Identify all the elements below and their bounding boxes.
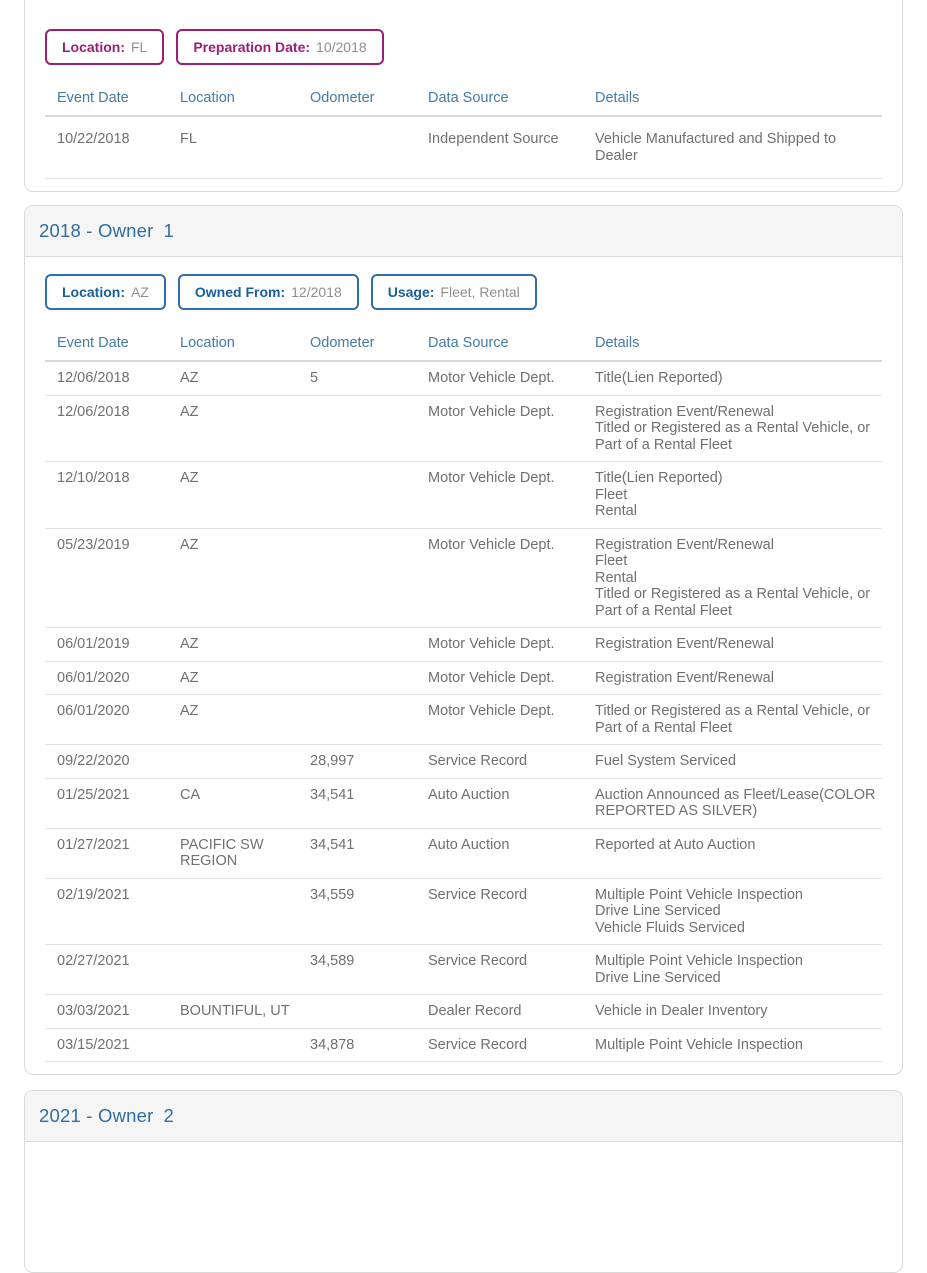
detail-line: Title(Lien Reported) [595, 470, 723, 486]
table-row [45, 695, 882, 745]
cell-odometer [310, 695, 428, 745]
owner1-history-table [45, 335, 882, 1062]
cell-odometer [310, 116, 428, 179]
badge-label: Preparation Date: [193, 39, 311, 55]
cell-location: AZ [180, 695, 310, 745]
cell-odometer: 28,997 [310, 745, 428, 779]
cell-details [595, 745, 882, 779]
cell-data-source: Motor Vehicle Dept. [428, 628, 595, 662]
cell-odometer: 5 [310, 361, 428, 395]
cell-location: FL [180, 116, 310, 179]
column-header-odometer: Odometer [310, 335, 428, 361]
cell-details [595, 695, 882, 745]
cell-location [180, 745, 310, 779]
cell-location: AZ [180, 462, 310, 529]
cell-data-source: Motor Vehicle Dept. [428, 695, 595, 745]
cell-odometer [310, 995, 428, 1029]
table-row [45, 116, 882, 179]
table-row [45, 528, 882, 628]
detail-line: Titled or Registered as a Rental Vehicle, or Part of a Rental Fleet [595, 703, 871, 736]
cell-event-date: 03/03/2021 [45, 995, 180, 1029]
owner2-number: 2 [163, 1105, 174, 1126]
cell-location [180, 878, 310, 945]
detail-line: Vehicle Manufactured and Shipped to Dealer [595, 131, 837, 164]
owner1-section-title [39, 220, 174, 242]
column-header-location: Location [180, 90, 310, 116]
cell-details [595, 1028, 882, 1062]
badge-usage [371, 274, 537, 310]
owner2-card [24, 1090, 903, 1273]
badge-value: 10/2018 [316, 39, 367, 55]
detail-line: Registration Event/Renewal [595, 636, 774, 652]
owner1-card [24, 205, 903, 1075]
owner1-title-text: 2018 - Owner [39, 220, 154, 241]
badge-label: Location: [62, 284, 125, 300]
table-row [45, 745, 882, 779]
badge-location [45, 274, 166, 310]
cell-event-date: 10/22/2018 [45, 116, 180, 179]
badge-value: AZ [131, 284, 149, 300]
owner1-section-header [25, 206, 902, 257]
badge-preparation-date [176, 29, 383, 65]
cell-location: BOUNTIFUL, UT [180, 995, 310, 1029]
column-header-location: Location [180, 335, 310, 361]
table-row [45, 778, 882, 828]
cell-data-source: Auto Auction [428, 778, 595, 828]
detail-line: Vehicle in Dealer Inventory [595, 1003, 768, 1019]
cell-details [595, 395, 882, 462]
cell-location: CA [180, 778, 310, 828]
column-header-details: Details [595, 90, 882, 116]
cell-event-date: 01/25/2021 [45, 778, 180, 828]
detail-line: Fuel System Serviced [595, 753, 737, 769]
cell-location [180, 1028, 310, 1062]
cell-data-source: Motor Vehicle Dept. [428, 361, 595, 395]
detail-line: Rental [595, 503, 637, 519]
cell-details [595, 878, 882, 945]
table-row [45, 628, 882, 662]
owner2-title-text: 2021 - Owner [39, 1105, 154, 1126]
cell-event-date: 12/06/2018 [45, 361, 180, 395]
cell-data-source: Service Record [428, 745, 595, 779]
cell-details [595, 778, 882, 828]
cell-location [180, 945, 310, 995]
column-header-details: Details [595, 335, 882, 361]
cell-odometer [310, 528, 428, 628]
pre-owner-badges [45, 29, 882, 65]
badge-label: Usage: [387, 284, 435, 300]
table-row [45, 945, 882, 995]
column-header-data-source: Data Source [428, 335, 595, 361]
badge-location [45, 29, 164, 65]
table-header-row [45, 90, 882, 116]
owner2-section-title [39, 1105, 174, 1127]
detail-line: Multiple Point Vehicle Inspection [595, 1036, 803, 1053]
cell-odometer [310, 395, 428, 462]
cell-odometer [310, 462, 428, 529]
badge-owned-from [178, 274, 359, 310]
table-row [45, 462, 882, 529]
badge-value: 12/2018 [291, 284, 342, 300]
detail-line: Fleet [595, 486, 628, 503]
detail-line: Rental [595, 569, 637, 586]
table-row [45, 1028, 882, 1062]
cell-odometer: 34,589 [310, 945, 428, 995]
owner1-card-body [25, 257, 902, 1074]
badge-label: Owned From: [194, 284, 286, 300]
detail-line: Registration Event/Renewal [595, 536, 774, 553]
cell-event-date: 02/27/2021 [45, 945, 180, 995]
cell-location: AZ [180, 661, 310, 695]
column-header-event-date: Event Date [45, 90, 180, 116]
detail-line: Auction Announced as Fleet/Lease(COLOR REPORTED AS SILVER) [595, 786, 876, 819]
badge-label: Location: [62, 39, 125, 55]
badge-value: Fleet, Rental [440, 284, 520, 300]
pre-owner-card [24, 0, 903, 192]
detail-line: Registration Event/Renewal [595, 403, 774, 420]
cell-event-date: 06/01/2020 [45, 661, 180, 695]
cell-data-source: Auto Auction [428, 828, 595, 878]
cell-odometer [310, 661, 428, 695]
cell-location: AZ [180, 528, 310, 628]
cell-odometer [310, 628, 428, 662]
detail-line: Drive Line Serviced [595, 903, 721, 919]
detail-line: Multiple Point Vehicle Inspection [595, 953, 803, 969]
cell-location: AZ [180, 628, 310, 662]
cell-location: PACIFIC SW REGION [180, 828, 310, 878]
cell-event-date: 06/01/2020 [45, 695, 180, 745]
cell-details [595, 116, 882, 179]
badge-value: FL [131, 39, 148, 55]
table-row [45, 878, 882, 945]
cell-details [595, 361, 882, 395]
cell-data-source: Service Record [428, 878, 595, 945]
pre-owner-history-table [45, 90, 882, 179]
cell-details [595, 628, 882, 662]
column-header-event-date: Event Date [45, 335, 180, 361]
cell-details [595, 995, 882, 1029]
table-row [45, 395, 882, 462]
table-row [45, 995, 882, 1029]
detail-line: Title(Lien Reported) [595, 370, 723, 386]
table-row [45, 361, 882, 395]
owner2-section-header [25, 1091, 902, 1142]
detail-line: Titled or Registered as a Rental Vehicle, or Part of a Rental Fleet [595, 586, 871, 619]
cell-data-source: Service Record [428, 1028, 595, 1062]
cell-event-date: 05/23/2019 [45, 528, 180, 628]
cell-data-source: Independent Source [428, 116, 595, 179]
detail-line: Multiple Point Vehicle Inspection [595, 886, 803, 903]
table-header-row [45, 335, 882, 361]
detail-line: Fleet [595, 553, 628, 569]
cell-odometer: 34,541 [310, 828, 428, 878]
cell-details [595, 661, 882, 695]
owner2-card-body [25, 1142, 902, 1272]
cell-event-date: 12/06/2018 [45, 395, 180, 462]
table-row [45, 661, 882, 695]
cell-data-source: Dealer Record [428, 995, 595, 1029]
owner1-number: 1 [163, 220, 174, 241]
cell-location: AZ [180, 395, 310, 462]
cell-data-source: Motor Vehicle Dept. [428, 395, 595, 462]
cell-event-date: 02/19/2021 [45, 878, 180, 945]
cell-event-date: 12/10/2018 [45, 462, 180, 529]
detail-line: Drive Line Serviced [595, 969, 721, 986]
cell-location: AZ [180, 361, 310, 395]
cell-details [595, 828, 882, 878]
cell-data-source: Motor Vehicle Dept. [428, 462, 595, 529]
cell-data-source: Service Record [428, 945, 595, 995]
cell-odometer: 34,559 [310, 878, 428, 945]
cell-odometer: 34,878 [310, 1028, 428, 1062]
cell-details [595, 528, 882, 628]
cell-event-date: 06/01/2019 [45, 628, 180, 662]
cell-data-source: Motor Vehicle Dept. [428, 661, 595, 695]
cell-event-date: 01/27/2021 [45, 828, 180, 878]
cell-data-source: Motor Vehicle Dept. [428, 528, 595, 628]
cell-event-date: 03/15/2021 [45, 1028, 180, 1062]
table-row [45, 828, 882, 878]
cell-event-date: 09/22/2020 [45, 745, 180, 779]
detail-line: Vehicle Fluids Serviced [595, 919, 745, 936]
cell-odometer: 34,541 [310, 778, 428, 828]
detail-line: Reported at Auto Auction [595, 836, 756, 853]
detail-line: Titled or Registered as a Rental Vehicle, or Part of a Rental Fleet [595, 420, 871, 453]
detail-line: Registration Event/Renewal [595, 669, 774, 686]
column-header-odometer: Odometer [310, 90, 428, 116]
column-header-data-source: Data Source [428, 90, 595, 116]
cell-details [595, 462, 882, 529]
owner1-badges [45, 274, 882, 310]
cell-details [595, 945, 882, 995]
